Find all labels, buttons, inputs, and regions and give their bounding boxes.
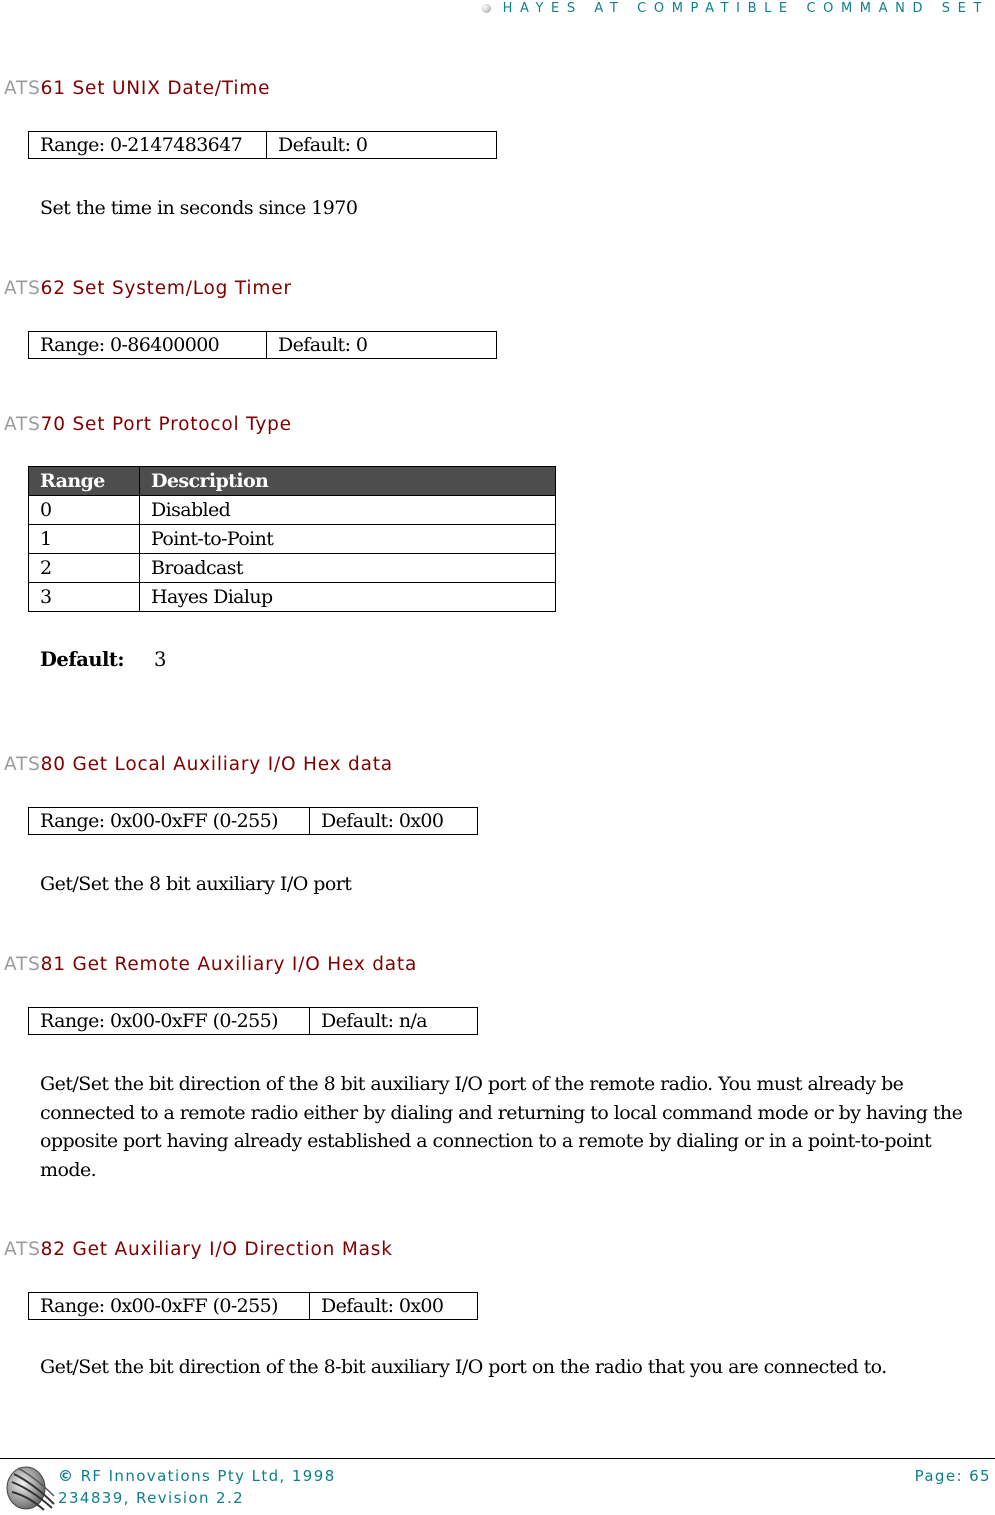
footer-company-name: RF Innovations Pty Ltd, 1998 [80, 1467, 336, 1485]
range-cell: Range: 0x00-0xFF (0-255) [40, 1010, 278, 1032]
description-ats80: Get/Set the 8 bit auxiliary I/O port [40, 873, 352, 895]
table-header-row [29, 467, 556, 496]
footer-company [58, 1467, 336, 1485]
range-default-box-ats80 [28, 807, 478, 835]
section-title-ats81 [4, 954, 417, 975]
table-row [29, 554, 556, 583]
range-default-box-ats82 [28, 1292, 478, 1320]
bullet-icon [482, 4, 491, 13]
section-prefix: ATS [4, 954, 41, 975]
range-default-box-ats62 [28, 331, 497, 359]
running-header [482, 0, 989, 16]
description-value: Hayes Dialup [140, 583, 556, 612]
column-header-range: Range [29, 467, 140, 496]
section-prefix: ATS [4, 1239, 41, 1260]
default-cell: Default: 0x00 [309, 808, 477, 834]
protocol-type-table [28, 466, 556, 612]
range-cell: Range: 0x00-0xFF (0-255) [40, 1295, 278, 1317]
section-prefix: ATS [4, 278, 41, 299]
default-label: Default: [40, 648, 125, 671]
copyright-icon: © [58, 1467, 75, 1485]
table-row [29, 583, 556, 612]
description-ats82: Get/Set the bit direction of the 8-bit auxiliary I/O port on the radio that you are connected to. [40, 1356, 887, 1378]
range-value: 1 [29, 525, 140, 554]
table-row [29, 496, 556, 525]
default-cell: Default: 0 [266, 332, 496, 358]
default-cell: Default: 0 [266, 132, 496, 158]
range-cell: Range: 0-86400000 [40, 334, 220, 356]
header-title: HAYES AT COMPATIBLE COMMAND SET [502, 0, 989, 16]
default-cell: Default: n/a [309, 1008, 477, 1034]
section-heading: 62 Set System/Log Timer [40, 278, 292, 299]
range-default-box-ats61 [28, 131, 497, 159]
description-value: Disabled [140, 496, 556, 525]
section-heading: 80 Get Local Auxiliary I/O Hex data [40, 754, 393, 775]
section-prefix: ATS [4, 754, 41, 775]
footer-page-number: Page: 65 [914, 1467, 991, 1485]
range-value: 0 [29, 496, 140, 525]
default-line-ats70 [40, 648, 166, 671]
range-cell: Range: 0-2147483647 [40, 134, 243, 156]
section-heading: 82 Get Auxiliary I/O Direction Mask [40, 1239, 393, 1260]
default-value: 3 [154, 648, 167, 671]
description-value: Broadcast [140, 554, 556, 583]
description-value: Point-to-Point [140, 525, 556, 554]
description-ats81: Get/Set the bit direction of the 8 bit auxiliary I/O port of the remote radio. You must already be connected to a remote radio either by dialing and returning to local command mode or by having the opposite port having already established a connection to a remote by dialing or in a point-to-point mode. [40, 1073, 963, 1181]
column-header-description: Description [140, 467, 556, 496]
section-heading: 61 Set UNIX Date/Time [40, 78, 271, 99]
range-value: 2 [29, 554, 140, 583]
description-ats61: Set the time in seconds since 1970 [40, 197, 358, 219]
section-title-ats70 [4, 414, 292, 435]
section-title-ats61 [4, 78, 270, 99]
section-title-ats80 [4, 754, 393, 775]
section-heading: 70 Set Port Protocol Type [40, 414, 292, 435]
range-cell: Range: 0x00-0xFF (0-255) [40, 810, 278, 832]
footer-doc-ref: 234839, Revision 2.2 [58, 1489, 245, 1507]
footer-divider [0, 1458, 995, 1459]
section-title-ats62 [4, 278, 292, 299]
company-logo-icon [4, 1462, 56, 1512]
section-prefix: ATS [4, 414, 41, 435]
range-default-box-ats81 [28, 1007, 478, 1035]
table-row [29, 525, 556, 554]
section-title-ats82 [4, 1239, 393, 1260]
section-prefix: ATS [4, 78, 41, 99]
range-value: 3 [29, 583, 140, 612]
section-heading: 81 Get Remote Auxiliary I/O Hex data [40, 954, 418, 975]
default-cell: Default: 0x00 [309, 1293, 477, 1319]
